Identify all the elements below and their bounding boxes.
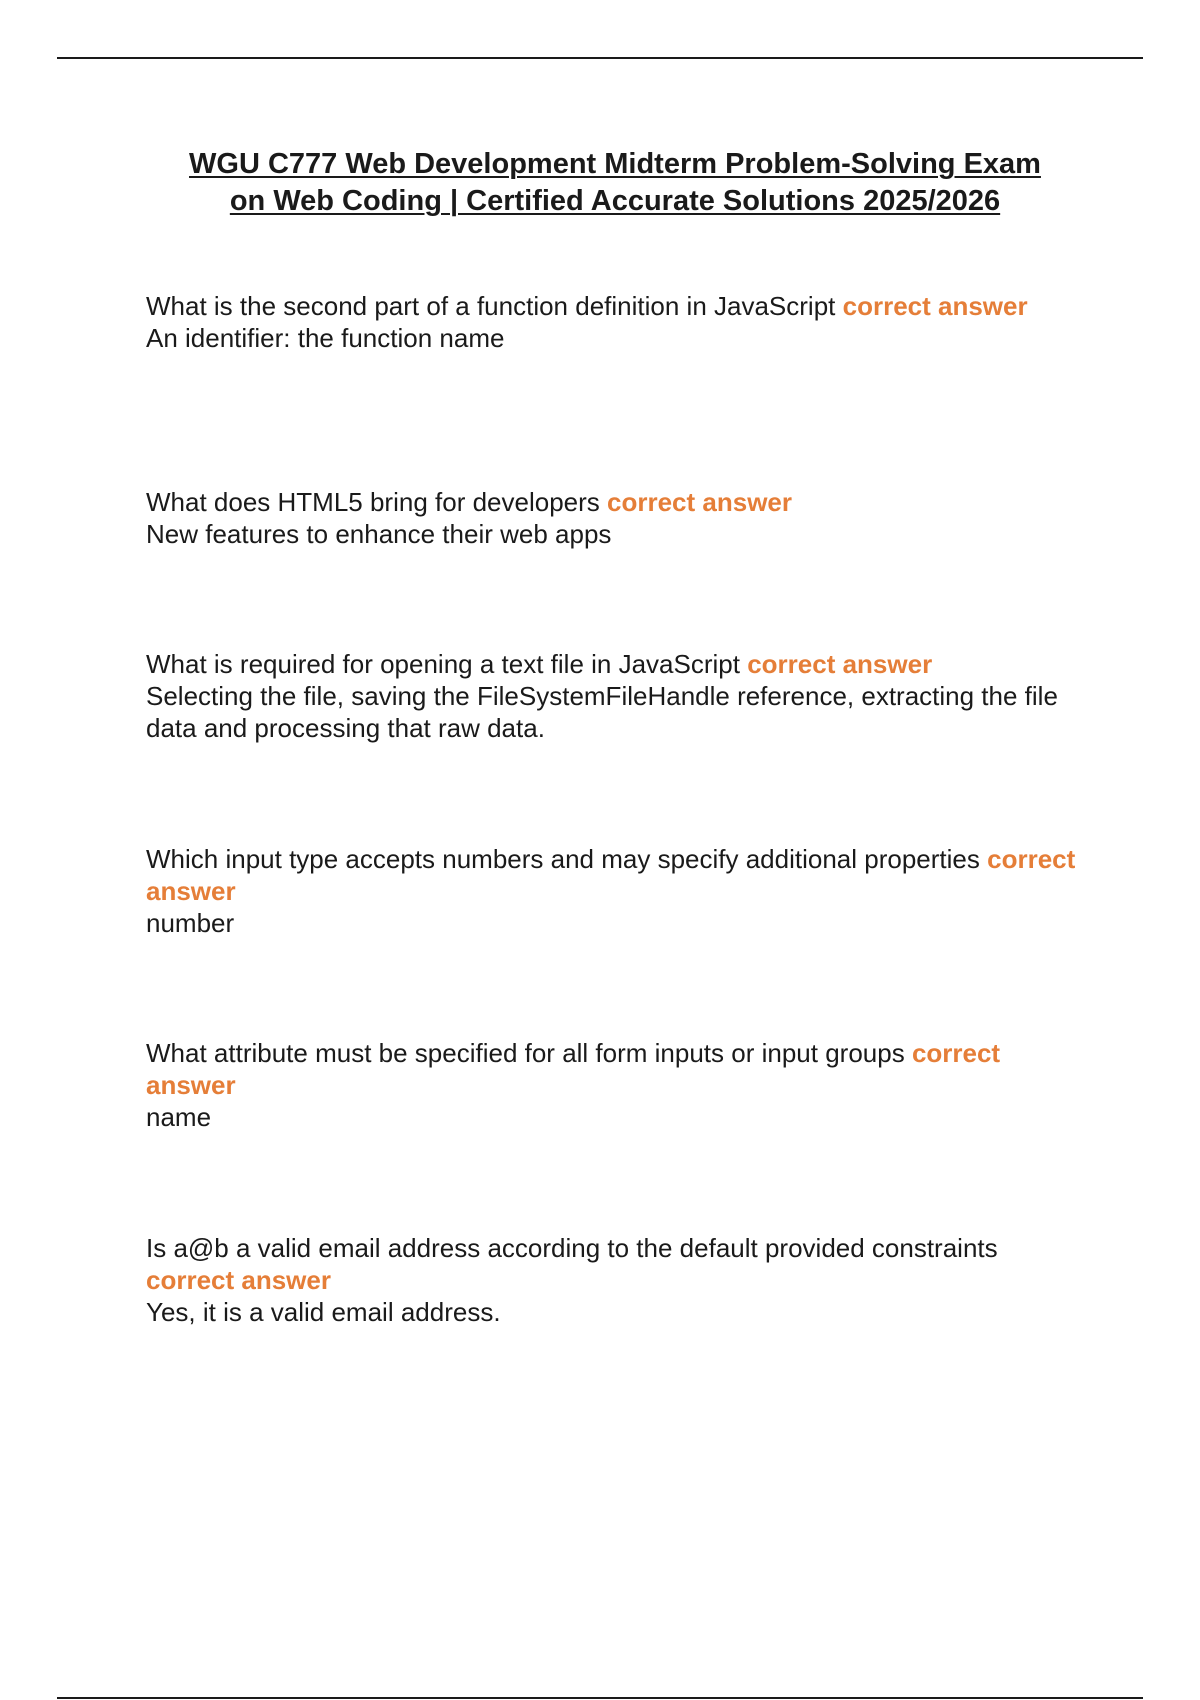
qa-item: [146, 1232, 1086, 1328]
answer-text: Selecting the file, saving the FileSystemFileHandle reference, extracting the file data and processing that raw data.: [146, 681, 1058, 743]
question: [146, 648, 1086, 680]
answer-marker: correct answer: [146, 1038, 1001, 1100]
answer-text: name: [146, 1102, 212, 1132]
answer-marker: correct answer: [146, 1265, 331, 1295]
question: [146, 843, 1086, 907]
question-text: Which input type accepts numbers and may specify additional properties: [146, 844, 980, 874]
qa-item: [146, 1037, 1086, 1133]
question-text: Is a@b a valid email address according to the default provided constraints: [146, 1233, 998, 1263]
page-title: WGU C777 Web Development Midterm Problem-Solving Exam on Web Coding | Certified Accurate Solutions 2025/2026: [189, 148, 1041, 217]
qa-item: [146, 648, 1086, 744]
question: [146, 290, 1086, 322]
question-text: What is the second part of a function definition in JavaScript: [146, 291, 836, 321]
question-text: What is required for opening a text file in JavaScript: [146, 649, 740, 679]
answer-marker: correct answer: [747, 649, 933, 679]
question: [146, 486, 1086, 518]
answer-text: New features to enhance their web apps: [146, 519, 612, 549]
answer-marker: correct answer: [607, 487, 792, 517]
question-text: What attribute must be specified for all form inputs or input groups: [146, 1038, 905, 1068]
top-divider: [57, 57, 1143, 59]
answer-text: Yes, it is a valid email address.: [146, 1297, 501, 1327]
bottom-divider: [57, 1697, 1143, 1699]
answer-marker: correct answer: [146, 844, 1076, 906]
question: [146, 1232, 1086, 1296]
answer-text: An identifier: the function name: [146, 323, 505, 353]
question: [146, 1037, 1086, 1101]
qa-item: [146, 486, 1086, 550]
qa-item: [146, 843, 1086, 939]
answer-marker: correct answer: [842, 291, 1028, 321]
qa-item: [146, 290, 1086, 354]
question-text: What does HTML5 bring for developers: [146, 487, 600, 517]
answer-text: number: [146, 908, 235, 938]
